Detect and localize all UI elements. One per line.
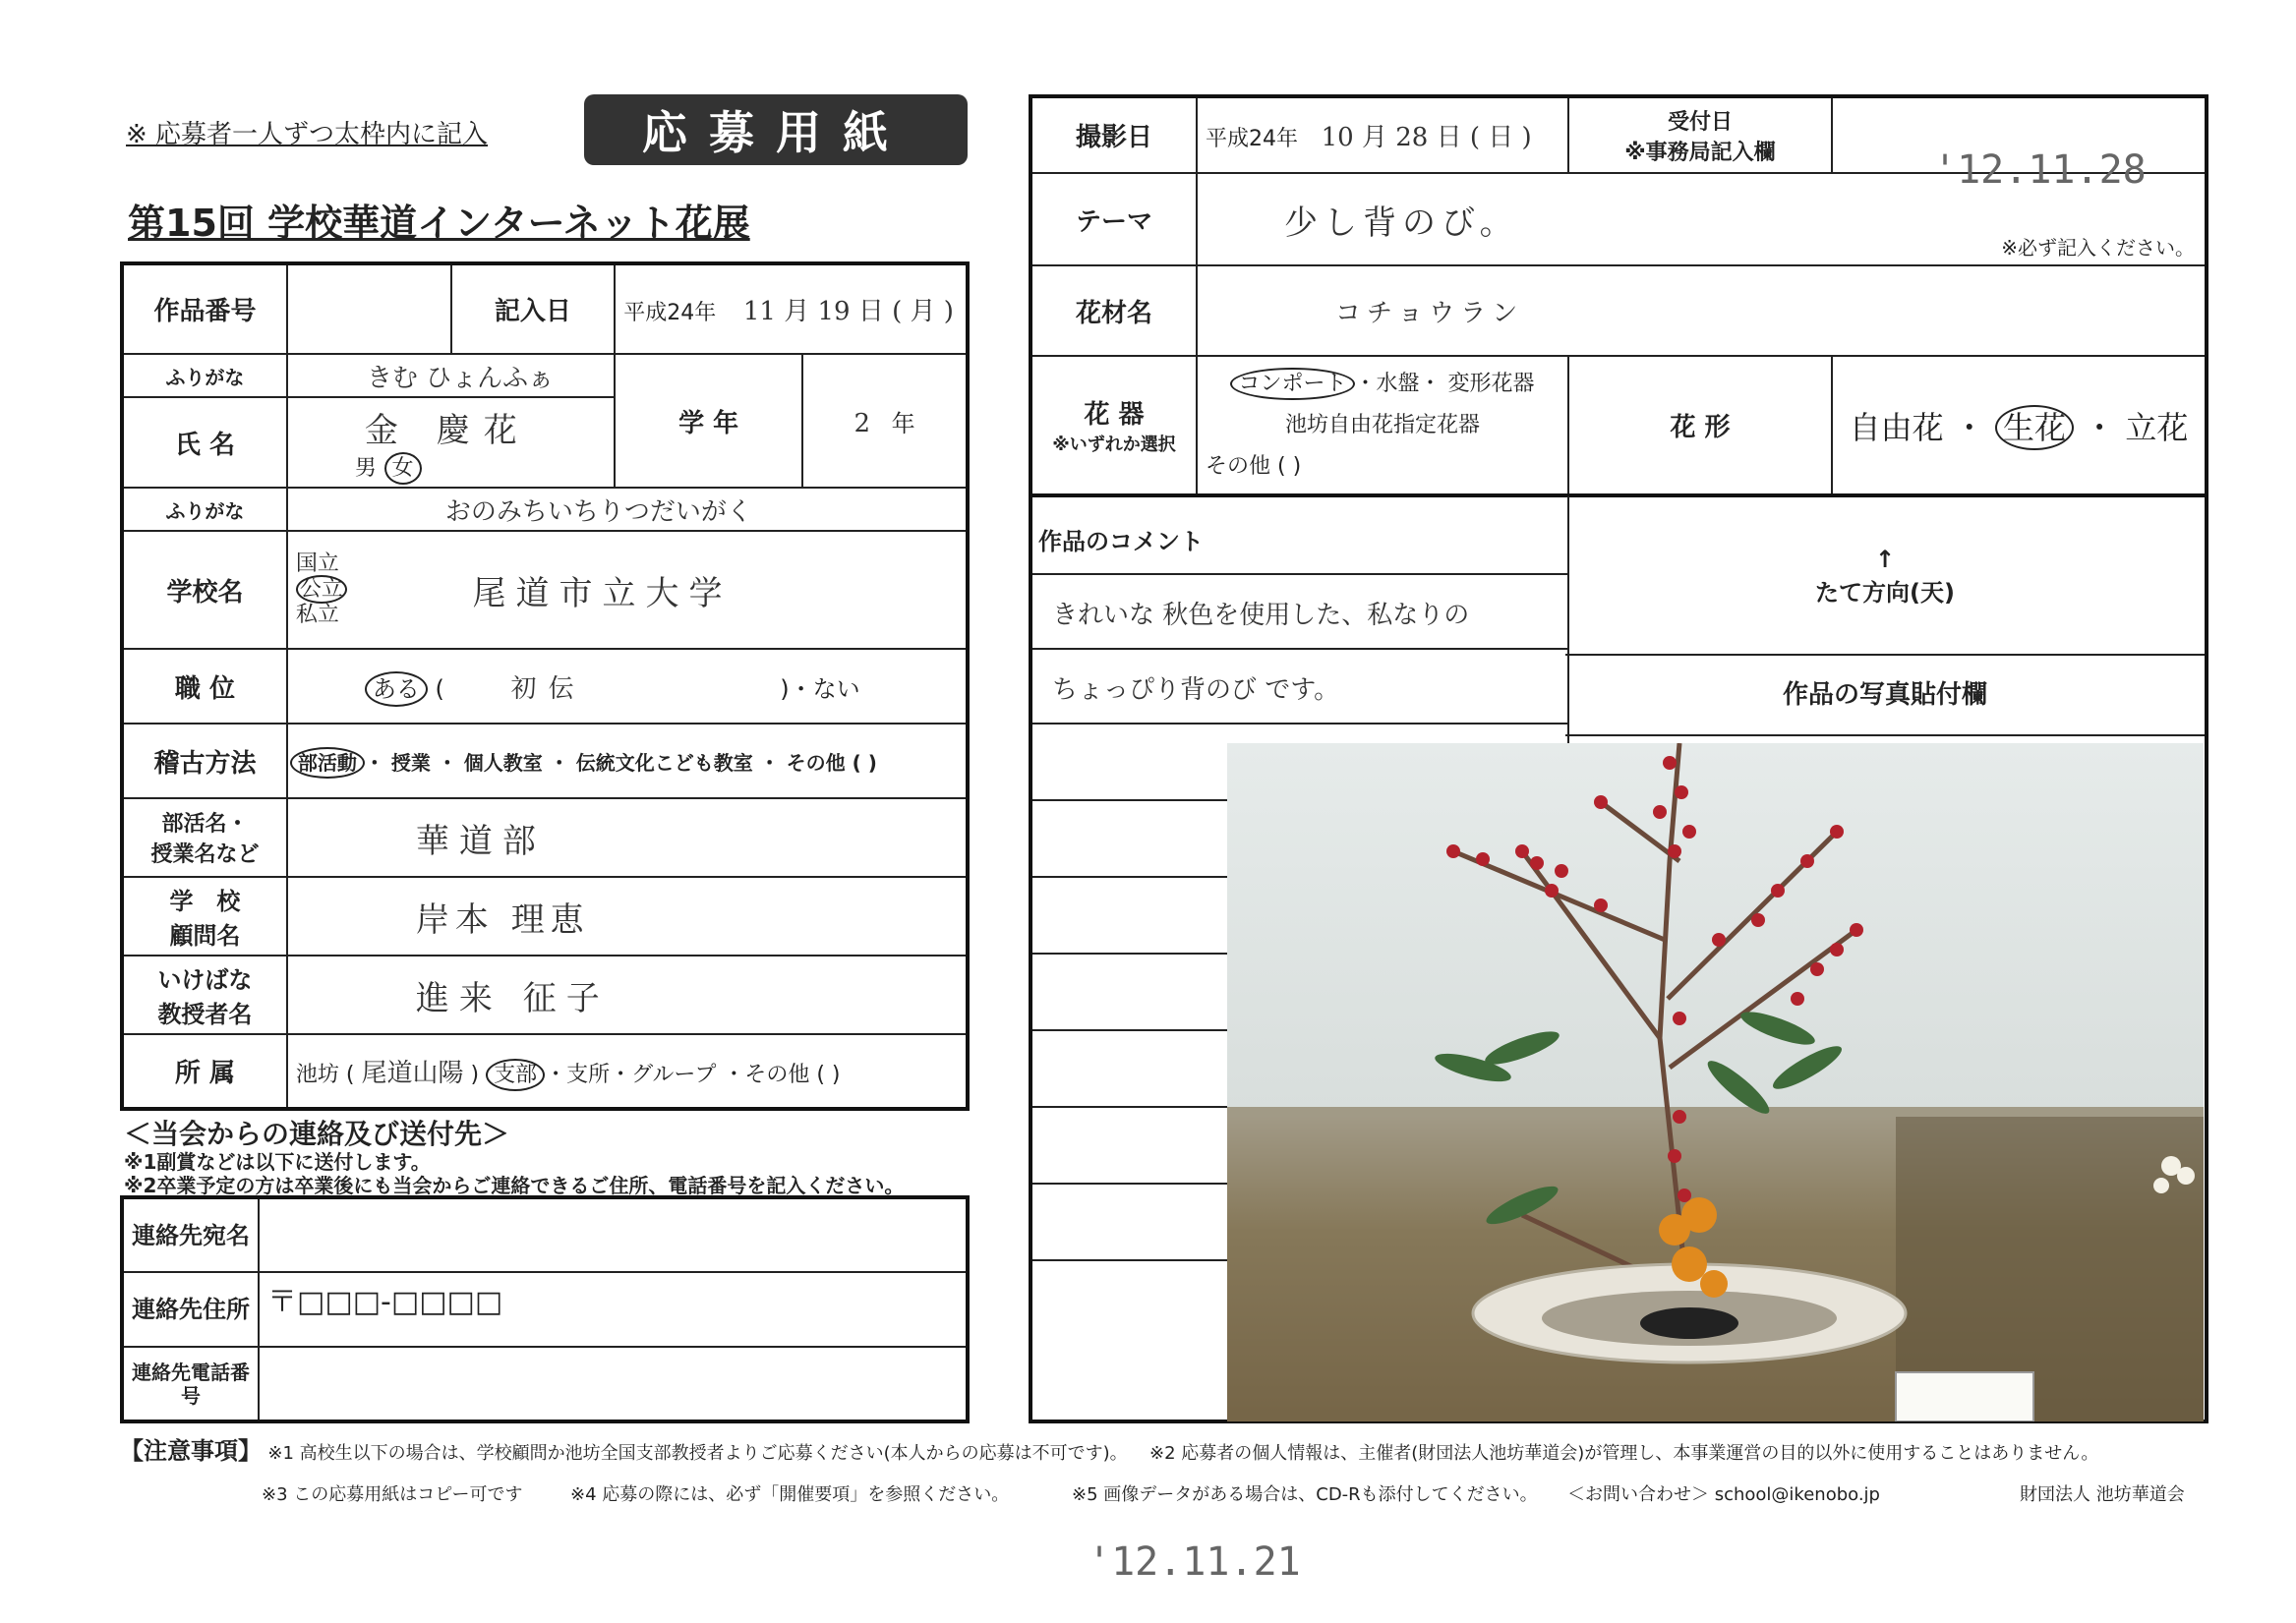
caution-line-1 xyxy=(120,1431,2098,1466)
practice-options: ・ 授業 ・ 個人教室 ・ 伝統文化こども教室 ・ その他 ( ) xyxy=(364,750,877,775)
form-field[interactable] xyxy=(1832,356,2207,495)
recipient-field[interactable] xyxy=(259,1197,968,1272)
affiliation-value: 尾道山陽 xyxy=(361,1059,464,1088)
ikebana-photo xyxy=(1227,743,2204,1421)
affiliation-branch-selected: 支部 xyxy=(486,1059,545,1091)
position-value: 初伝 xyxy=(510,673,586,704)
contact-heading: ＜当会からの連絡及び送付先＞ xyxy=(124,1118,510,1150)
affiliation-mid: ) xyxy=(470,1063,480,1087)
school-furigana-label: ふりがな xyxy=(122,488,287,531)
contact-note-2: ※2卒業予定の方は卒業後にも当会からご連絡できるご住所、電話番号を記入ください。 xyxy=(124,1174,905,1197)
applicant-table xyxy=(120,261,970,1111)
grade-value: 2 xyxy=(854,408,870,438)
theme-value: 少し背のび。 xyxy=(1284,203,1519,243)
practice-label: 稽古方法 xyxy=(122,724,287,798)
school-type-private: 私立 xyxy=(295,603,339,627)
material-label: 花材名 xyxy=(1030,265,1197,356)
photo-paste-label: 作品の写真貼付欄 xyxy=(1565,656,2205,736)
organization-name: 財団法人 池坊華道会 xyxy=(2020,1484,2185,1505)
entry-date-field[interactable] xyxy=(615,263,968,354)
affiliation-prefix: 池坊 ( xyxy=(295,1063,355,1087)
school-label: 学校名 xyxy=(122,531,287,649)
school-furigana[interactable]: おのみちいちりつだいがく xyxy=(287,488,968,531)
address-label: 連絡先住所 xyxy=(122,1272,259,1347)
name-field[interactable] xyxy=(287,397,615,488)
ikebana-illustration xyxy=(1227,743,2204,1421)
received-label: 受付日 ※事務局記入欄 xyxy=(1568,96,1832,173)
form-title: 応募用紙 xyxy=(584,94,968,165)
phone-label: 連絡先電話番号 xyxy=(122,1347,259,1421)
club-value[interactable]: 華道部 xyxy=(287,798,968,877)
comment-label: 作品のコメント xyxy=(1032,496,1567,575)
name-label: 氏 名 xyxy=(122,397,287,488)
grade-unit: 年 xyxy=(891,409,915,437)
caution-3: ※3 この応募用紙はコピー可です xyxy=(262,1484,523,1505)
furigana-label: ふりがな xyxy=(122,354,287,397)
orientation-box xyxy=(1565,496,2205,656)
contact-table xyxy=(120,1195,970,1423)
school-type-public-selected: 公立 xyxy=(296,575,347,604)
comment-line-1[interactable]: きれいな 秋色を使用した、私なりの xyxy=(1032,575,1567,650)
position-yes-selected: ある xyxy=(365,671,428,707)
practice-field[interactable] xyxy=(287,724,968,798)
instruction-note: ※ 応募者一人ずつ太枠内に記入 xyxy=(126,120,489,149)
position-no: )・ない xyxy=(780,674,860,703)
event-title: 第15回 学校華道インターネット花展 xyxy=(128,202,750,245)
recipient-label: 連絡先宛名 xyxy=(122,1197,259,1272)
club-label: 部活名・ 授業名など xyxy=(122,798,287,877)
vessel-option-3: その他 ( ) xyxy=(1206,453,1302,479)
phone-field[interactable] xyxy=(259,1347,968,1421)
theme-label: テーマ xyxy=(1030,173,1197,265)
grade-field[interactable] xyxy=(802,354,968,488)
received-date-stamp: '12.11.28 xyxy=(1933,147,2147,193)
shoot-date-field[interactable] xyxy=(1197,96,1568,173)
name-furigana[interactable]: きむ ひょんふぁ xyxy=(287,354,615,397)
entry-date-label: 記入日 xyxy=(451,263,616,354)
caution-4: ※4 応募の際には、必ず「開催要項」を参照ください。 xyxy=(570,1484,1010,1505)
comment-line-2[interactable]: ちょっぴり背のび です。 xyxy=(1032,650,1567,725)
vessel-label: 花 器 ※いずれか選択 xyxy=(1030,356,1197,495)
practice-club-selected: 部活動 xyxy=(290,747,365,779)
shoot-date-label: 撮影日 xyxy=(1030,96,1197,173)
up-arrow-icon: ↑ xyxy=(1874,546,1896,573)
caution-1: ※1 高校生以下の場合は、学校顧問か池坊全国支部教授者よりご応募ください(本人からの応募は不可です)。 xyxy=(267,1443,1128,1464)
teacher-label: いけばな 教授者名 xyxy=(122,956,287,1034)
shoot-date-value: 10 月 28 日 ( 日 ) xyxy=(1321,123,1532,152)
affiliation-field[interactable] xyxy=(287,1034,968,1109)
caution-5: ※5 画像データがある場合は、CD-Rも添付してください。 xyxy=(1072,1484,1538,1505)
affiliation-options: ・支所・グループ ・その他 ( ) xyxy=(545,1063,841,1087)
school-type-national: 国立 xyxy=(295,551,339,576)
form-option-1: 自由花 ・ xyxy=(1849,408,1985,446)
position-field[interactable]: ある ( 初伝 )・ない xyxy=(287,649,968,724)
advisor-label: 学 校 顧問名 xyxy=(122,877,287,956)
caution-label: 【注意事項】 xyxy=(120,1437,262,1465)
gender-female-selected: 女 xyxy=(384,452,422,485)
vessel-option-1: ・水盤・ 変形花器 xyxy=(1354,371,1535,396)
grade-label: 学 年 xyxy=(615,354,802,488)
school-field[interactable] xyxy=(287,531,968,649)
form-seika-selected: 生花 xyxy=(1995,405,2074,450)
address-field[interactable]: 〒□□□-□□□□ xyxy=(259,1272,968,1347)
gender-male: 男 xyxy=(354,456,377,481)
work-no-label: 作品番号 xyxy=(122,263,287,354)
advisor-value[interactable]: 岸本 理恵 xyxy=(287,877,968,956)
name-value: 金 慶花 xyxy=(364,411,531,450)
teacher-value[interactable]: 進来 征子 xyxy=(287,956,968,1034)
form-option-2: ・ 立花 xyxy=(2084,408,2189,446)
vessel-compote-selected: コンポート xyxy=(1230,368,1354,400)
form-label: 花 形 xyxy=(1568,356,1832,495)
bottom-date-stamp: '12.11.21 xyxy=(1088,1539,1301,1585)
vessel-option-2: 池坊自由花指定花器 xyxy=(1284,412,1480,437)
theme-note: ※必ず記入ください。 xyxy=(2001,236,2195,260)
orientation-label: たて方向(天) xyxy=(1815,579,1955,607)
contact-note-1: ※1副賞などは以下に送付します。 xyxy=(124,1150,431,1174)
affiliation-label: 所 属 xyxy=(122,1034,287,1109)
school-value: 尾道市立大学 xyxy=(472,573,733,613)
position-label: 職 位 xyxy=(122,649,287,724)
vessel-field[interactable] xyxy=(1197,356,1568,495)
entry-date-era: 平成24年 xyxy=(623,301,717,325)
shoot-date-era: 平成24年 xyxy=(1206,127,1298,151)
caution-2: ※2 応募者の個人情報は、主催者(財団法人池坊華道会)が管理し、本事業運営の目的以外に使用することはありません。 xyxy=(1149,1443,2099,1464)
work-no-field[interactable] xyxy=(287,263,451,354)
entry-date-value: 11 月 19 日 ( 月 ) xyxy=(742,297,954,326)
material-value[interactable]: コチョウラン xyxy=(1197,265,2207,356)
inquiry-email-link[interactable]: ＜お問い合わせ＞ school@ikenobo.jp xyxy=(1567,1484,1880,1505)
